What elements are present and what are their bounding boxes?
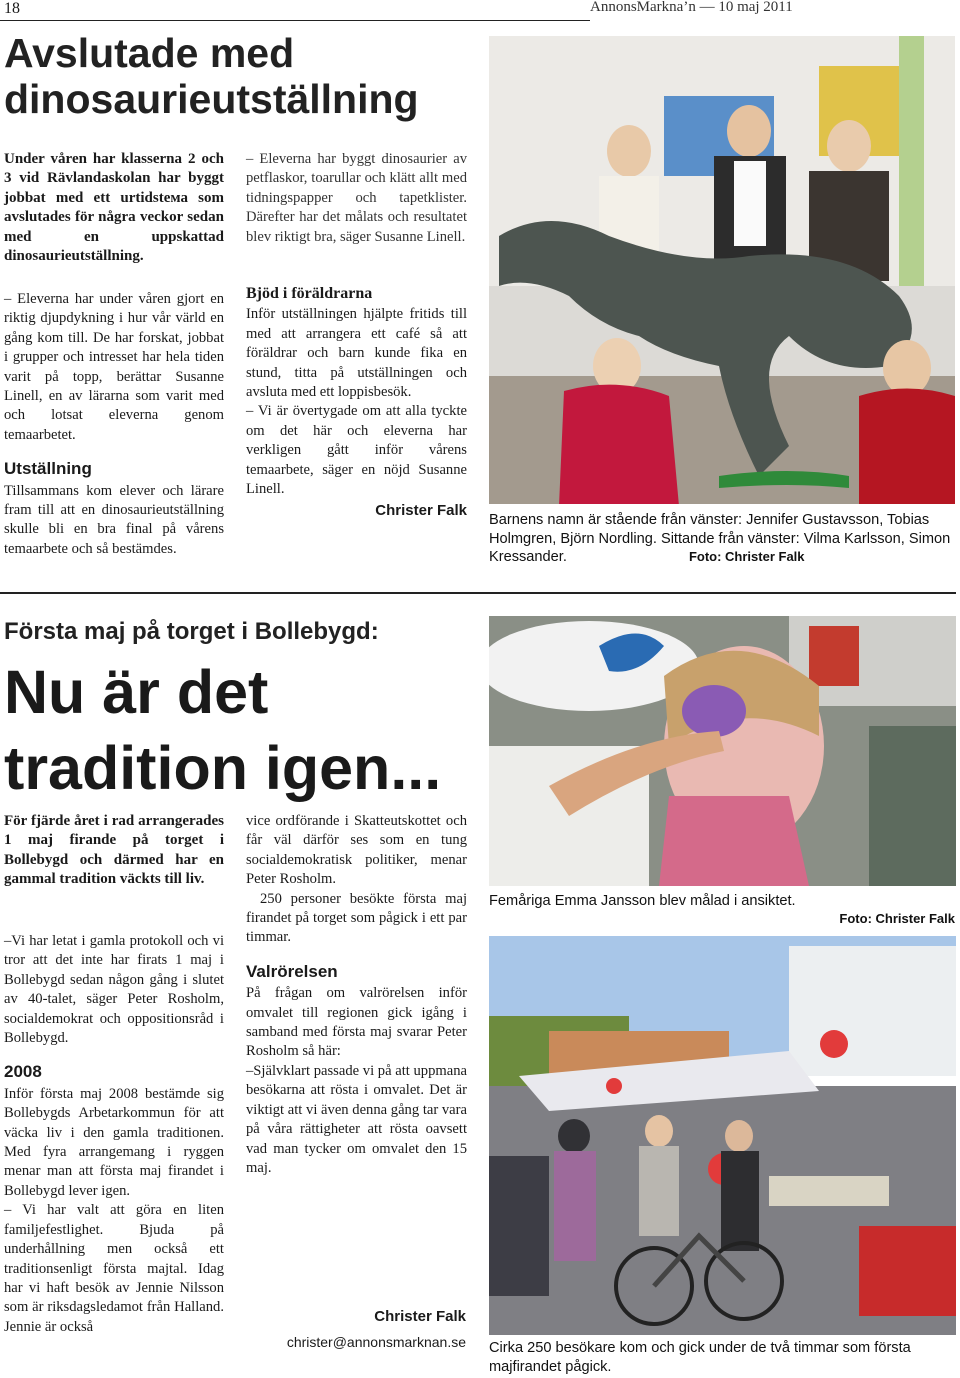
article1-subhead1: Utställning [4, 459, 92, 479]
article1-col2-para2: Inför utställningen hjälpte fritids till med att arrangera ett café så att föräldrar och barn kunde fika en stund, titta på utställningen och avsluta med ett loppisbesök. [246, 306, 467, 401]
article1-col1-para2: Tillsammans kom elever och lärare fram till att en dinosaurieutställning skulle bli en bra final på vårens temaarbete och så bestämdes. [4, 482, 224, 557]
article1-subhead2: Bjöd i föräldrarna [246, 285, 373, 302]
article1-col1-para1: – Eleverna har under våren gjort en riktig djupdykning i hur vår värld en gång kom till. De har forskat, jobbat i grupper och intresset har hela tiden varit på topp, berättar Susanne Linell, en av lärarna som varit med och lotsat eleverna genom temaarbetet. [4, 291, 224, 443]
article2-lead: För fjärde året i rad arrangerades 1 maj firande på torget i Bollebygd och därmed har en gammal tradition väckts till liv. [4, 813, 224, 888]
article1-col2-para3: – Vi är övertygade om att alla tyckte om det här och eleverna har verkligen gått inför vårens temaarbete, säger en nöjd Susanne Linell. [246, 403, 467, 498]
article2-col1-para2: Inför första maj 2008 bestämde sig Bollebygds Arbetarkommun för att väcka liv i den gamla traditionen. Med fyra arrangemang i ryggen menar man att första maj firandet i Bollebygd lever igen. [4, 1085, 224, 1199]
publication-header: AnnonsMarkna’n — 10 maj 2011 [590, 0, 793, 15]
article1-photo-caption [489, 511, 956, 567]
dinosaur-exhibition-photo [489, 36, 955, 504]
photo2-caption: Cirka 250 besökare kom och gick under de två timmar som första majfirandet pågick. [489, 1340, 911, 1375]
section-divider [0, 592, 956, 594]
photo1-credit: Foto: Christer Falk [839, 911, 955, 926]
page-number: 18 [4, 0, 20, 17]
article2-headline-line2: tradition igen... [4, 734, 442, 802]
article2-kicker: Första maj på torget i Bollebygd: [4, 618, 379, 645]
article2-byline: Christer Falk [374, 1308, 466, 1325]
photo1-caption: Femåriga Emma Jansson blev målad i ansiktet. [489, 893, 796, 909]
article2-col2-para1: vice ordförande i Skatteutskottet och får väl därför ses som en tung socialdemokratisk politiker, menar Peter Rosholm. [246, 813, 467, 888]
article2-headline [4, 654, 441, 806]
article1-caption-text: Barnens namn är stående från vänster: Jennifer Gustavsson, Tobias Holmgren, Björn Nordling. Sittande från vänster: Vilma Karlsson, Simon Kressander. [489, 512, 951, 566]
article1-col2 [246, 284, 467, 521]
article2-col1-para3: – Vi har valt att göra en liten familjefestlighet. Bjuda på underhållning men också ett traditionsenligt första majtal. Idag har vi haft besök av Jennie Nilsson som är riksdagsledamot från Halland. Jennie är också [4, 1202, 224, 1335]
article1-col2-para1: – Eleverna har byggt dinosaurier av petflaskor, toarullar och klätt allt med tidningspapper och tapetklister. Därefter har det målats och resultatet blev riktigt bra, säger Susanne Linell. [246, 151, 467, 245]
article1-photo-credit: Foto: Christer Falk [688, 549, 805, 565]
article2-col2-para3: På frågan om valrörelsen inför omvalet till regionen gick igång i samband med första maj svarar Peter Rosholm så här: [246, 985, 467, 1060]
article2-col2-para2: 250 personer besökte första maj firandet på torget som pågick i ett par timmar. [246, 890, 467, 946]
article1-headline [4, 30, 419, 122]
header-rule [0, 20, 590, 21]
article2-col1 [4, 932, 224, 1337]
article2-subhead2: Valrörelsen [246, 961, 338, 981]
article1-lead: Under våren har klasserna 2 och 3 vid Rävlandaskolan har byggt jobbat med ett urtidsteма som avslutades för några veckor sedan med en uppskattad dinosaurieutställning. [4, 151, 224, 265]
article2-headline-line1: Nu är det [4, 658, 269, 726]
article1-byline: Christer Falk [375, 502, 467, 520]
article2-col2 [246, 812, 467, 1178]
article2-subhead1: 2008 [4, 1062, 42, 1082]
article2-col1-para1: –Vi har letat i gamla protokoll och vi tror att det inte har firats 1 maj i Bollebygd sedan någon gång i slutet av 40-talet, säger Peter Rosholm, socialdemokrat och oppositionsråd i Bollebygd. [4, 933, 224, 1047]
article1-col1 [4, 290, 224, 559]
market-square-photo [489, 936, 956, 1335]
article1-headline-line2: dinosaurieutställning [4, 76, 419, 122]
face-painting-photo [489, 616, 956, 886]
article1-headline-line1: Avslutade med [4, 30, 295, 76]
article2-col2-para4: –Självklart passade vi på att uppmana besökarna att rösta i omvalet. Det är viktigt att vi även denna gång tar vara på våra rättigheter att rösta oavsett vad man tycker om omvalet den 15 maj. [246, 1062, 467, 1176]
article2-email[interactable]: christer@annonsmarknan.se [286, 1334, 466, 1350]
